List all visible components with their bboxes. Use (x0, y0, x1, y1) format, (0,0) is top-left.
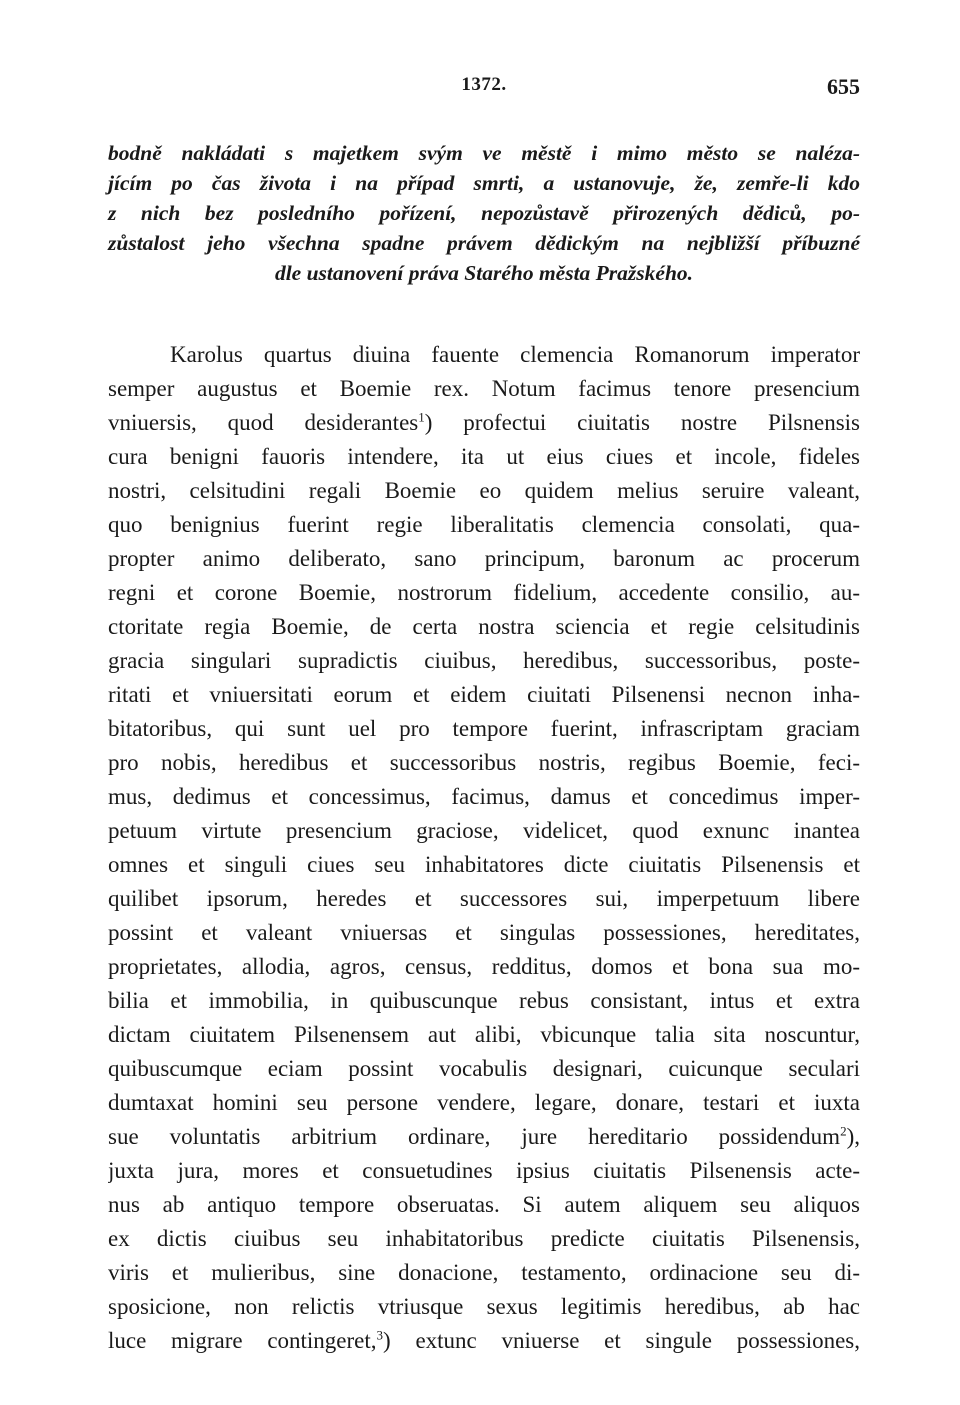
running-header (108, 74, 860, 104)
body-line-text: vniuersis, quod desiderantes (108, 410, 419, 435)
body-line-text: dictam ciuitatem Pilsenensem aut alibi, vbicunque talia sita noscuntur, (108, 1022, 860, 1047)
regest-line: zůstalost jeho všechna spadne právem dědickým na nejbližší příbuzné (108, 231, 860, 255)
page-number: 655 (827, 74, 860, 99)
body-line-text: regni et corone Boemie, nostrorum fidelium, accedente consilio, au- (108, 580, 860, 605)
body-line-text: possint et valeant vniuersas et singulas possessiones, hereditates, (108, 920, 860, 945)
body-line (108, 1256, 860, 1290)
body-line-text: omnes et singuli ciues seu inhabitatores dicte ciuitatis Pilsenensis et (108, 852, 860, 877)
body-line (108, 1154, 860, 1188)
regest-line: z nich bez posledního pořízení, nepozůstavě přirozených dědiců, po- (108, 201, 860, 225)
body-line (108, 1120, 860, 1154)
body-line (108, 610, 860, 644)
body-line (108, 406, 860, 440)
body-line-text: bilia et immobilia, in quibuscunque rebus consistant, intus et extra (108, 988, 860, 1013)
regest-line: bodně nakládati s majetkem svým ve městě i mimo město se nalézа- (108, 141, 860, 165)
body-line-text: cura benigni fauoris intendere, ita ut eius ciues et incole, fideles (108, 444, 860, 469)
body-line (108, 984, 860, 1018)
latin-charter-text (108, 338, 860, 1358)
body-line-text: semper augustus et Boemie rex. Notum facimus tenore presencium (108, 376, 860, 401)
body-line (108, 576, 860, 610)
body-line (108, 814, 860, 848)
body-line-text: ex dictis ciuibus seu inhabitatoribus predicte ciuitatis Pilsenensis, (108, 1226, 860, 1251)
body-line (108, 508, 860, 542)
czech-regest (108, 138, 860, 288)
body-line-text: viris et mulieribus, sine donacione, testamento, ordinacione seu di- (108, 1260, 860, 1285)
header-year: 1372. (461, 74, 507, 95)
body-line-text: propter animo deliberato, sano principum, baronum ac procerum (108, 546, 860, 571)
body-line-text: juxta jura, mores et consuetudines ipsius ciuitatis Pilsenensis acte- (108, 1158, 860, 1183)
body-line (108, 916, 860, 950)
body-line (108, 678, 860, 712)
body-line-text: ritati et vniuersitati eorum et eidem ciuitati Pilsenensi necnon inha- (108, 682, 860, 707)
body-line-text: mus, dedimus et concessimus, facimus, damus et concedimus imper- (108, 784, 860, 809)
body-line-text-continued: ) profectui ciuitatis nostre Pilsnensis (424, 410, 860, 435)
body-line-text: petuum virtute presencium graciose, videlicet, quod exnunc inantea (108, 818, 860, 843)
body-line-text-continued: ) extunc vniuerse et singule possessiones, (383, 1328, 860, 1353)
body-line-text: sposicione, non relictis vtriusque sexus legitimis heredibus, ab hac (108, 1294, 860, 1319)
body-line-text: quilibet ipsorum, heredes et successores sui, imperpetuum libere (108, 886, 860, 911)
body-line-text: luce migrare contingeret, (108, 1328, 377, 1353)
body-line-text: nostri, celsitudini regali Boemie eo quidem melius seruire valeant, (108, 478, 860, 503)
body-line (108, 372, 860, 406)
body-line (108, 950, 860, 984)
body-line (108, 1324, 860, 1358)
regest-line: jícím po čas života i na případ smrti, a ustanovuje, že, zemře-li kdo (108, 171, 860, 195)
body-line (108, 1086, 860, 1120)
body-line (108, 712, 860, 746)
body-line-text: dumtaxat homini seu persone vendere, legare, donare, testari et iuxta (108, 1090, 860, 1115)
body-line (108, 746, 860, 780)
body-line (108, 440, 860, 474)
body-line (108, 882, 860, 916)
body-line (108, 644, 860, 678)
body-line-text: bitatoribus, qui sunt uel pro tempore fuerint, infrascriptam graciam (108, 716, 860, 741)
footnote-marker: 1 (418, 409, 425, 425)
body-line-text: pro nobis, heredibus et successoribus nostris, regibus Boemie, feci- (108, 750, 860, 775)
body-line (108, 1052, 860, 1086)
body-line-text: proprietates, allodia, agros, census, redditus, domos et bona sua mo- (108, 954, 860, 979)
body-line-text: ctoritate regia Boemie, de certa nostra sciencia et regie celsitudinis (108, 614, 860, 639)
footnote-marker: 2 (840, 1123, 847, 1139)
footnote-marker: 3 (376, 1327, 384, 1343)
body-line (108, 848, 860, 882)
body-line-text: quibuscumque eciam possint vocabulis designari, cuicunque seculari (108, 1056, 860, 1081)
body-line (108, 474, 860, 508)
body-line (108, 1222, 860, 1256)
body-line-text: Karolus quartus diuina fauente clemencia Romanorum imperator (170, 342, 860, 367)
body-line (108, 338, 860, 372)
body-line-text-continued: ), (846, 1124, 860, 1149)
body-line-text: sue voluntatis arbitrium ordinare, jure hereditario possidendum (108, 1124, 841, 1149)
body-line (108, 780, 860, 814)
body-line (108, 1188, 860, 1222)
body-line-text: nus ab antiquo tempore obseruatas. Si autem aliquem seu aliquos (108, 1192, 860, 1217)
body-line (108, 1018, 860, 1052)
body-line (108, 542, 860, 576)
regest-line: dle ustanovení práva Starého města Pražského. (274, 261, 694, 285)
body-line-text: quo benignius fuerint regie liberalitatis clemencia consolati, qua- (108, 512, 860, 537)
body-line (108, 1290, 860, 1324)
body-line-text: gracia singulari supradictis ciuibus, heredibus, successoribus, poste- (108, 648, 860, 673)
